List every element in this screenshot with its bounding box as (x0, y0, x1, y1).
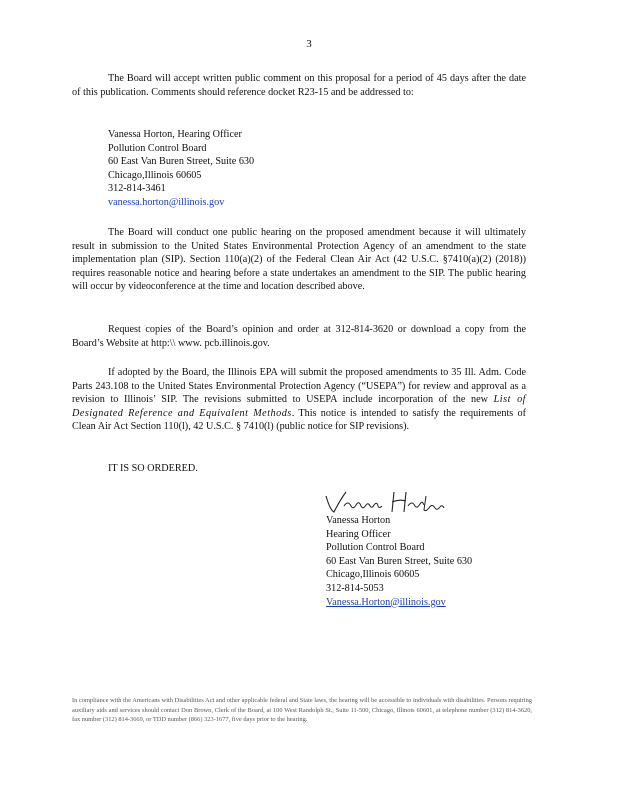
accessibility-footer: In compliance with the Americans with Disabilities Act and other applicable federal and State laws, the hearing will be accessible to individuals with disabilities. Persons requiring auxiliary aids and services should contact Don Brown, Clerk of the Board, at 100 West Randolph St., Suite 11-500, Chicago, Illinois 60601, at telephone number (312) 814-3620, fax number (312) 814-3669, or TDD number (866) 323-1677, five days prior to the hearing. (72, 697, 532, 724)
methods-list-title: List of Designated Reference and Equivalent Methods (72, 394, 526, 419)
copies-paragraph (72, 323, 526, 350)
address-city: Chicago,Illinois 60605 (108, 169, 202, 181)
signer-city: Chicago,Illinois 60605 (326, 569, 420, 581)
adoption-text-start: If adopted by the Board, the Illinois EPA will submit the proposed amendments to 35 Ill. Adm. Code Parts 243.108 to the United States Environmental Protection Agency (“USEPA”) for review and approval as a revision to Illinois’ SIP. The revisions submitted to USEPA include incorporation of the new (72, 367, 526, 406)
address-street: 60 East Van Buren Street, Suite 630 (108, 156, 255, 168)
hearing-paragraph (72, 226, 526, 294)
address-email-link[interactable]: vanessa.horton@illinois.gov (108, 196, 225, 208)
handwritten-signature (322, 486, 452, 516)
address-org: Pollution Control Board (108, 142, 207, 154)
address-name: Vanessa Horton, Hearing Officer (108, 129, 242, 140)
signer-street: 60 East Van Buren Street, Suite 630 (326, 555, 473, 567)
address-block (108, 128, 254, 210)
comment-text: The Board will accept written public comment on this proposal for a period of 45 days after the date of this publication. Comments should reference docket R23-15 and be addressed to: (72, 73, 526, 98)
signer-title: Hearing Officer (326, 528, 391, 540)
signer-name: Vanessa Horton (326, 515, 391, 526)
hearing-text: The Board will conduct one public hearing on the proposed amendment because it will ultimately result in submission to the United States Environmental Protection Agency of an amendment to the state implementation plan (SIP). Section 110(a)(2) of the Federal Clean Air Act (42 U.S.C. §7410(a)(2) (2018)) requires reasonable notice and hearing before a state undertakes an amendment to the SIP. The public hearing will occur by videoconference at the time and location described above. (72, 227, 526, 293)
adoption-text-end: . This notice is intended to satisfy the requirements of Clean Air Act Section 110(l), 42 U.S.C. § 7410(l) (public notice for SIP revisions). (72, 407, 526, 433)
signer-org: Pollution Control Board (326, 542, 425, 554)
signer-email-link[interactable]: Vanessa.Horton@illinois.gov (326, 596, 446, 608)
order-statement: IT IS SO ORDERED. (108, 463, 198, 474)
signer-phone: 312-814-5053 (326, 582, 384, 594)
address-phone: 312-814-3461 (108, 183, 166, 195)
signature-block (326, 514, 472, 609)
copies-text: Request copies of the Board’s opinion and order at 312-814-3620 or download a copy from the Board’s Website at http:\\ www. pcb.illinois.gov. (72, 324, 526, 349)
comment-paragraph (72, 72, 526, 99)
page-number: 3 (306, 38, 312, 50)
adoption-paragraph (72, 366, 526, 434)
